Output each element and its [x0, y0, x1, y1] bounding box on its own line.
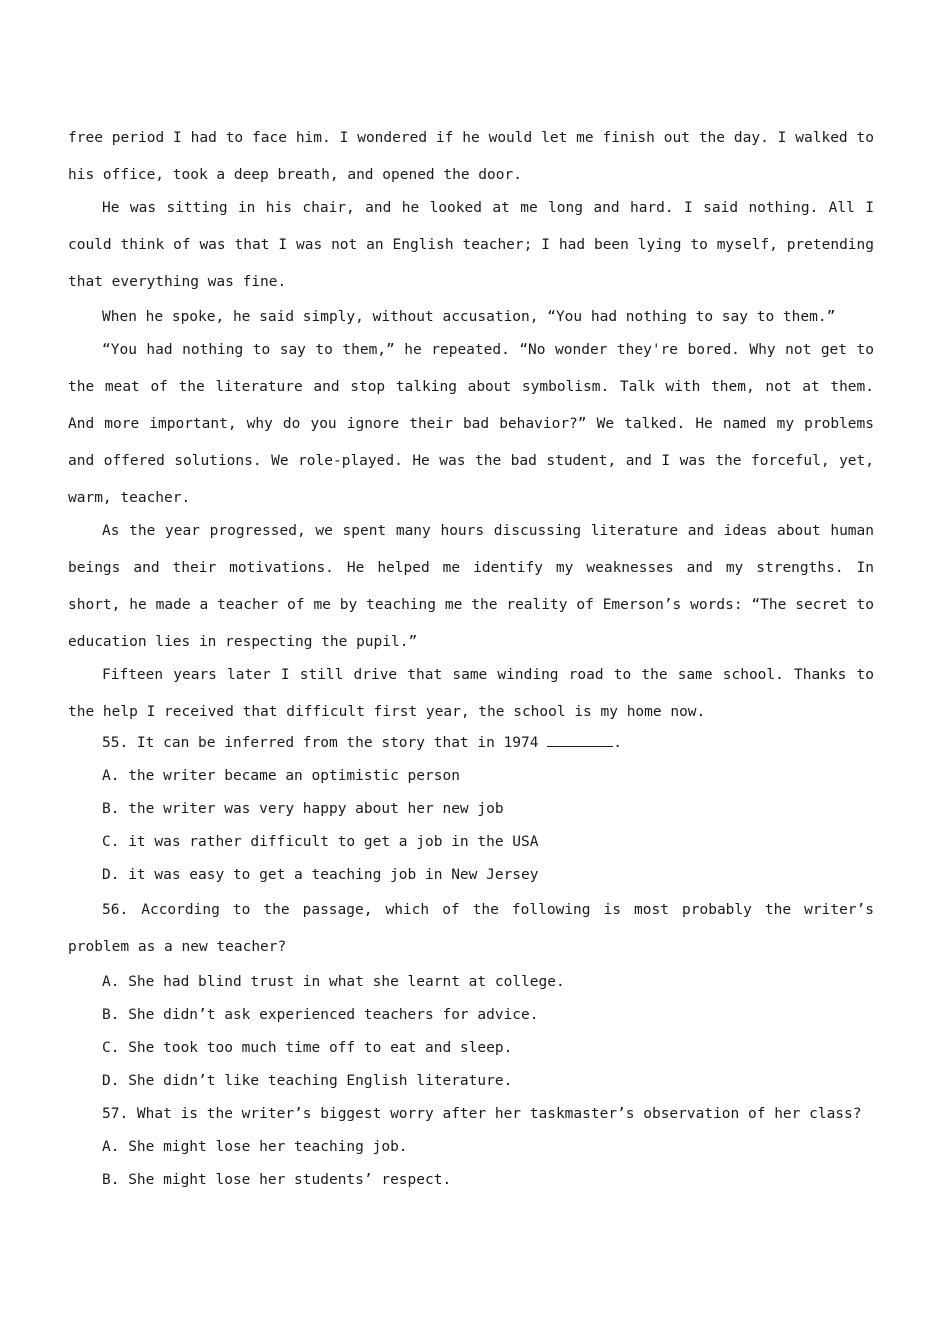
- option-b: B. the writer was very happy about her new job: [102, 801, 504, 817]
- option-b: B. She might lose her students’ respect.: [102, 1172, 452, 1188]
- question-stem: [68, 727, 874, 760]
- passage-paragraph-6: Fifteen years later I still drive that same winding road to the same school. Thanks to the help I received that difficult first year, the school is my home now.: [68, 667, 874, 720]
- option-a: A. the writer became an optimistic person: [102, 768, 460, 784]
- question-stem: 56. According to the passage, which of the following is most probably the writer’s problem as a new teacher?: [68, 902, 874, 955]
- option-b: B. She didn’t ask experienced teachers for advice.: [102, 1007, 539, 1023]
- question-56: [68, 892, 874, 1098]
- question-stem-text: 55. It can be inferred from the story that in 1974: [102, 735, 539, 751]
- option-a: A. She might lose her teaching job.: [102, 1139, 408, 1155]
- passage-paragraph-4: “You had nothing to say to them,” he repeated. “No wonder they're bored. Why not get to the meat of the literature and stop talking about symbolism. Talk with them, not at them. And more important, why do you ignore their bad behavior?” We talked. He named my problems and offered solutions. We role-played. He was the bad student, and I was the forceful, yet, warm, teacher.: [68, 342, 874, 506]
- question-57: [68, 1098, 874, 1197]
- document-page: [68, 120, 874, 1197]
- question-55: [68, 727, 874, 892]
- option-c: C. She took too much time off to eat and sleep.: [102, 1040, 513, 1056]
- passage-paragraph-2: He was sitting in his chair, and he looked at me long and hard. I said nothing. All I could think of was that I was not an English teacher; I had been lying to myself, pretending that everything was fine.: [68, 200, 874, 290]
- passage-paragraph-5: As the year progressed, we spent many hours discussing literature and ideas about human beings and their motivations. He helped me identify my weaknesses and my strengths. In short, he made a teacher of me by teaching me the reality of Emerson’s words: “The secret to education lies in respecting the pupil.”: [68, 523, 874, 650]
- option-a: A. She had blind trust in what she learnt at college.: [102, 974, 565, 990]
- answer-blank: [547, 732, 613, 747]
- passage-paragraph-1: free period I had to face him. I wondered if he would let me finish out the day. I walked to his office, took a deep breath, and opened the door.: [68, 130, 874, 183]
- question-stem: 57. What is the writer’s biggest worry after her taskmaster’s observation of her class?: [102, 1106, 862, 1122]
- question-stem-end: .: [613, 735, 622, 751]
- passage-paragraph-3: When he spoke, he said simply, without accusation, “You had nothing to say to them.”: [102, 309, 836, 325]
- option-d: D. She didn’t like teaching English literature.: [102, 1073, 513, 1089]
- option-d: D. it was easy to get a teaching job in New Jersey: [102, 867, 539, 883]
- option-c: C. it was rather difficult to get a job in the USA: [102, 834, 539, 850]
